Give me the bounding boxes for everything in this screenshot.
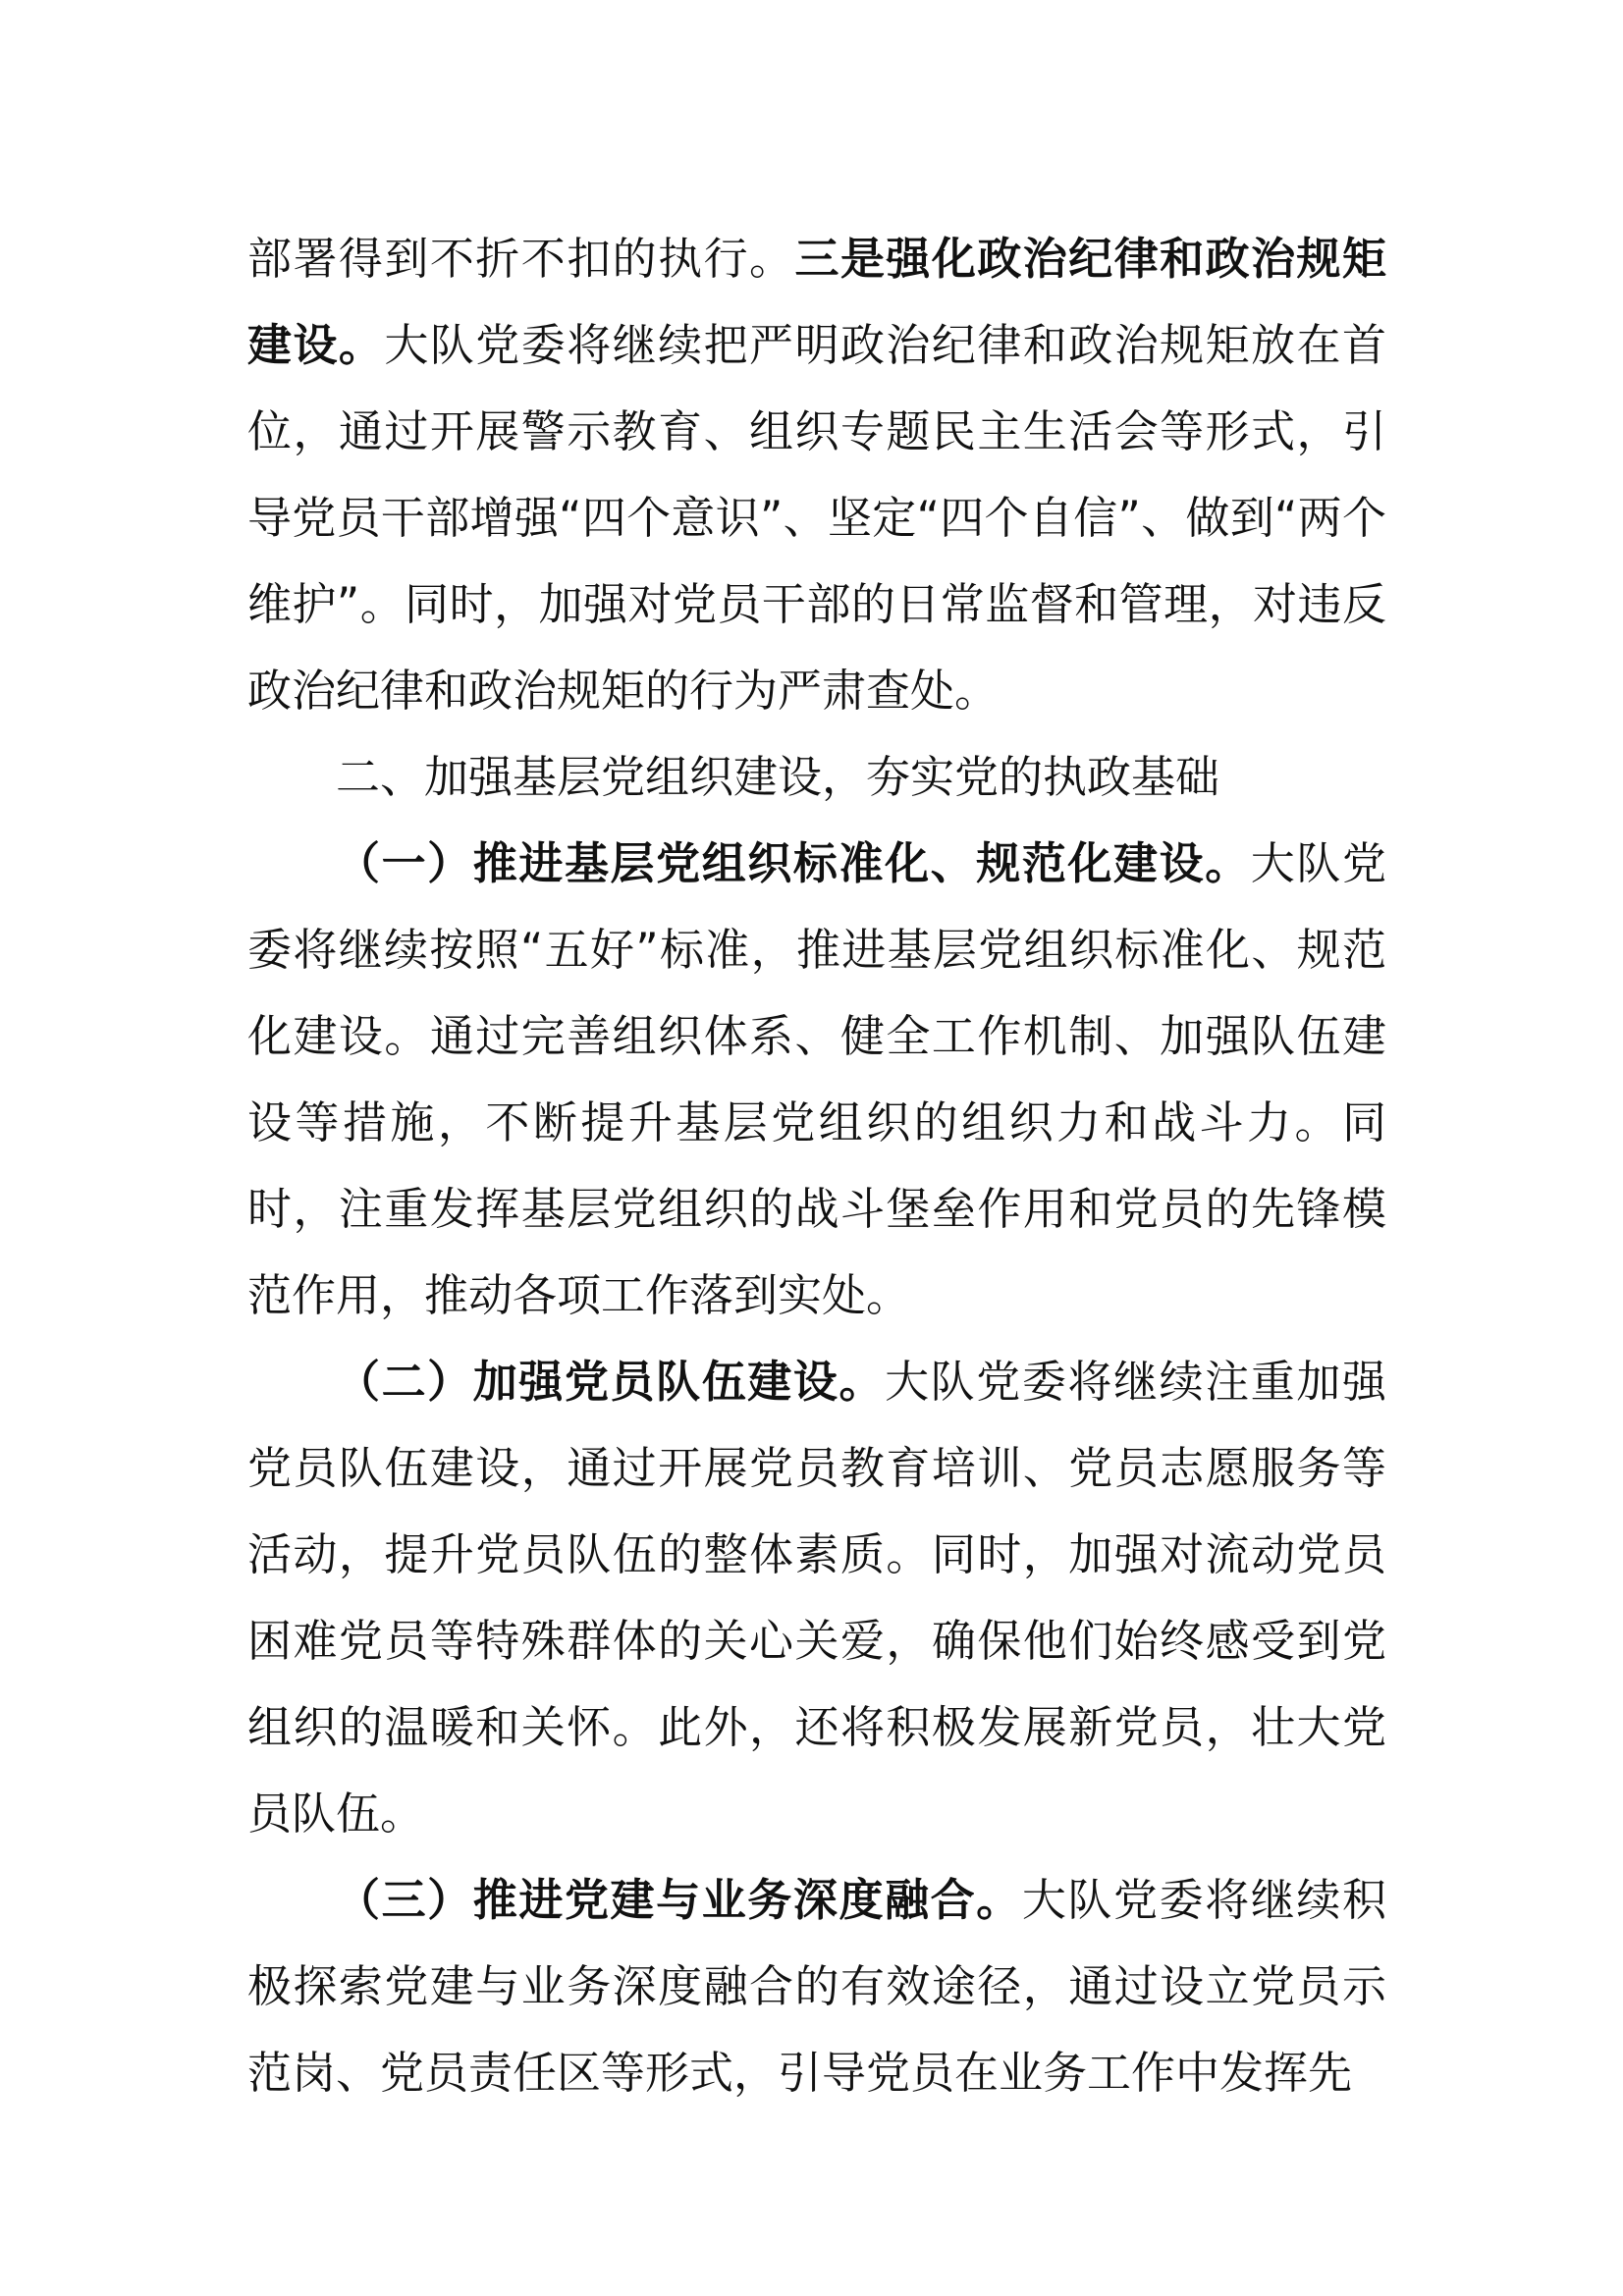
document-page: [247, 216, 1386, 2116]
paragraph-body-text: 大队党委将继续把严明政治纪律和政治规矩放在首位，通过开展警示教育、组织专题民主生活会等形式，引导党员干部增强“四个意识”、坚定“四个自信”、做到“两个维护”。同时，加强对党员干部的日常监督和管理，对违反政治纪律和政治规矩的行为严肃查处。: [247, 319, 1386, 717]
paragraph-member-team: [247, 1339, 1386, 1857]
bold-heading-member-team: （二）加强党员队伍建设。: [336, 1356, 886, 1408]
paragraph-political-discipline: [247, 216, 1386, 734]
paragraph-lead-text: 部署得到不折不扣的执行。: [247, 233, 795, 285]
section-heading-grassroots: 二、加强基层党组织建设，夯实党的执政基础: [336, 751, 1220, 803]
paragraph-body-text: 大队党委将继续按照“五好”标准，推进基层党组织标准化、规范化建设。通过完善组织体系、健全工作机制、加强队伍建设等措施，不断提升基层党组织的组织力和战斗力。同时，注重发挥基层党组织的战斗堡垒作用和党员的先锋模范作用，推动各项工作落到实处。: [247, 837, 1386, 1321]
bold-heading-integration: （三）推进党建与业务深度融合。: [336, 1874, 1022, 1926]
paragraph-body-text: 大队党委将继续注重加强党员队伍建设，通过开展党员教育培训、党员志愿服务等活动，提升党员队伍的整体素质。同时，加强对流动党员困难党员等特殊群体的关心关爱，确保他们始终感受到党组织的温暖和关怀。此外，还将积极发展新党员，壮大党员队伍。: [247, 1356, 1386, 1840]
paragraph-standardization: [247, 821, 1386, 1339]
bold-heading-discipline: 三是强化政治纪律和政治规矩建设。: [247, 233, 1386, 371]
bold-heading-standardization: （一）推进基层党组织标准化、规范化建设。: [336, 837, 1251, 889]
paragraph-body-text: 大队党委将继续积极探索党建与业务深度融合的有效途径，通过设立党员示范岗、党员责任区等形式，引导党员在业务工作中发挥先: [247, 1874, 1386, 2099]
paragraph-integration: [247, 1857, 1386, 2116]
